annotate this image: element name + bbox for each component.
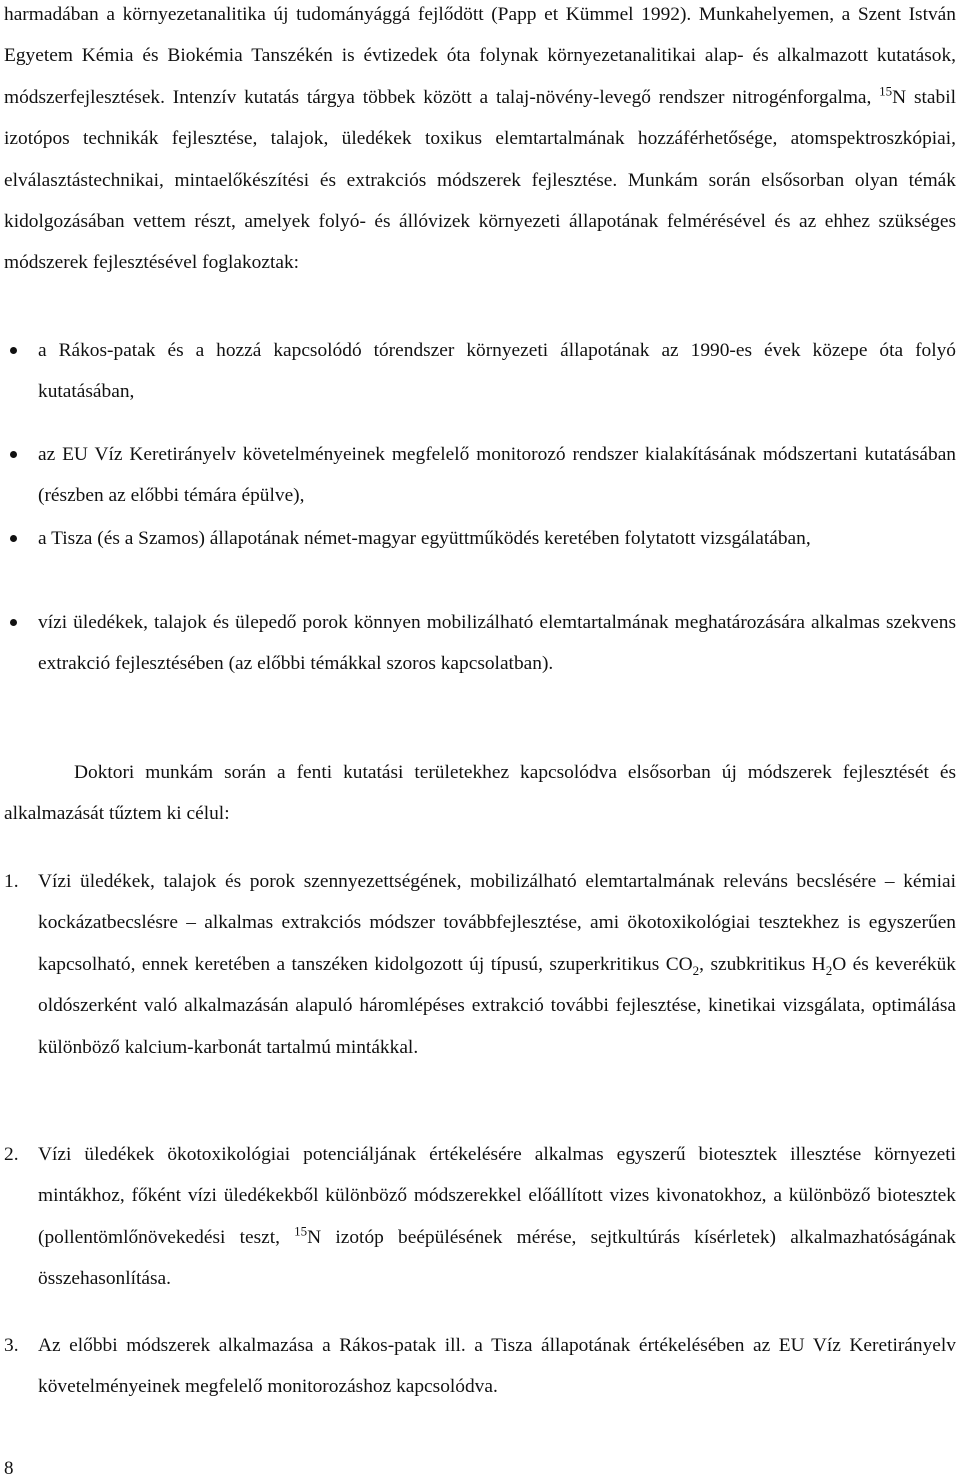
text-segment: , szubkritikus H	[699, 953, 826, 975]
bullet-icon	[10, 451, 17, 458]
text-segment: Vízi üledékek, talajok és porok szennyezettségének, mobilizálható elemtartalmának releváns becslésére – kémiai kockázatbecslésre – alkalmas extrakciós módszer továbbfejlesztése, ami ökotoxikológiai tesztekhez is egyszerűen kapcsolható, ennek keretében a tanszéken kidolgozott új típusú, szuperkritikus CO	[38, 871, 956, 975]
numbered-item-text	[38, 861, 956, 1068]
item-number: 1.	[4, 871, 19, 892]
numbered-item-text	[38, 1134, 956, 1300]
isotope-superscript: 15	[879, 83, 893, 99]
bullet-icon	[10, 535, 17, 542]
numbered-item-text: Az előbbi módszerek alkalmazása a Rákos-patak ill. a Tisza állapotának értékelésében az EU Víz Keretirányelv követelményeinek megfelelő monitorozáshoz kapcsolódva.	[38, 1335, 956, 1398]
item-number: 2.	[4, 1144, 19, 1165]
bullet-icon	[10, 619, 17, 626]
text-segment: O és keverékük oldószerként való alkalmazásán alapuló háromlépéses extrakció további fejlesztése, kinetikai vizsgálata, optimálása különböző kalcium-karbonát tartalmú mintákkal.	[38, 953, 957, 1058]
intro-text-part2: N stabil izotópos technikák fejlesztése, talajok, üledékek toxikus elemtartalmának hozzáférhetősége, atomspektroszkópiai, elválasztástechnikai, mintaelőkészítési és extrakciós módszerek fejlesztése. Munkám során elsősorban olyan témák kidolgozásában vettem részt, amelyek folyó- és állóvizek környezeti állapotának felmérésével és az ehhez szükséges módszerek fejlesztésével foglakoztak:	[4, 86, 956, 274]
text-segment: Vízi üledékek ökotoxikológiai potenciáljának értékelésére alkalmas egyszerű biotesztek illesztése környezeti mintákhoz, főként vízi üledékekből különböző módszerekkel előállított vizes kivonatokhoz, a különböző biotesztek (pollentömlőnövekedési teszt,	[38, 1144, 956, 1248]
goals-intro-paragraph: Doktori munkám során a fenti kutatási területekhez kapcsolódva elsősorban új módszerek fejlesztését és alkalmazását tűztem ki célul:	[4, 762, 956, 825]
isotope-superscript: 15	[294, 1223, 308, 1239]
list-item-text: vízi üledékek, talajok és ülepedő porok könnyen mobilizálható elemtartalmának meghatározására alkalmas szekvens extrakció fejlesztésében (az előbbi témákkal szoros kapcsolatban).	[38, 612, 956, 675]
text-segment: N izotóp beépülésének mérése, sejtkultúrás kísérletek) alkalmazhatóságának összehasonlítása.	[38, 1226, 957, 1290]
list-item-text: a Rákos-patak és a hozzá kapcsolódó tórendszer környezeti állapotának az 1990-es évek közepe óta folyó kutatásában,	[38, 340, 956, 403]
item-number: 3.	[4, 1335, 19, 1356]
subscript: 2	[825, 962, 833, 978]
intro-paragraph	[4, 0, 956, 284]
intro-text-part1: harmadában a környezetanalitika új tudományággá fejlődött (Papp et Kümmel 1992). Munkahelyemen, a Szent István Egyetem Kémia és Biokémia Tanszékén is évtizedek óta folynak környezetanalitikai alap- és alkalmazott kutatások, módszerfejlesztések. Intenzív kutatás tárgya többek között a talaj-növény-levegő rendszer nitrogénforgalma,	[4, 4, 956, 108]
page-number: 8	[4, 1458, 14, 1479]
list-item-text: az EU Víz Keretirányelv követelményeinek megfelelő monitorozó rendszer kialakításának módszertani kutatásában (részben az előbbi témára épülve),	[38, 444, 956, 507]
list-item-text: a Tisza (és a Szamos) állapotának német-magyar együttműködés keretében folytatott vizsgálatában,	[38, 528, 811, 549]
subscript: 2	[692, 962, 700, 978]
bullet-icon	[10, 347, 17, 354]
